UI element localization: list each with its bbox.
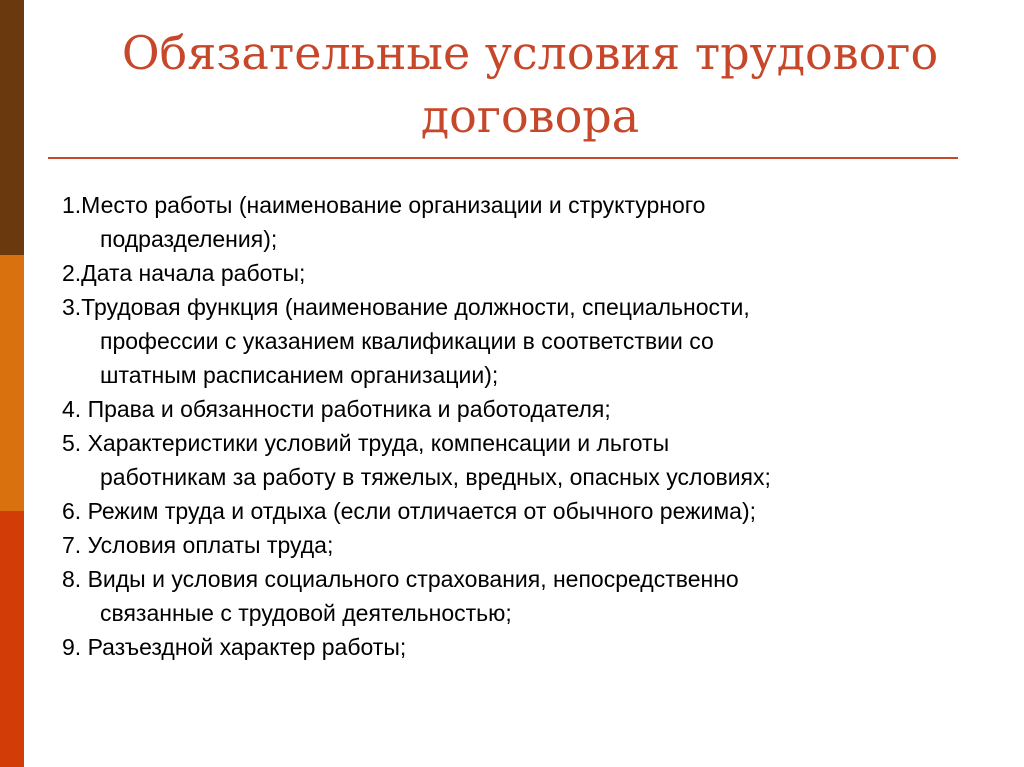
list-item xyxy=(62,630,962,664)
list-item-text: 5. Характеристики условий труда, компенсации и льготы xyxy=(62,430,670,456)
list-item xyxy=(62,188,962,256)
sidebar-stripe-middle xyxy=(0,255,24,511)
sidebar-stripe-bottom xyxy=(0,511,24,767)
list-item-text: 4. Права и обязанности работника и работодателя; xyxy=(62,396,611,422)
list-item-text: 7. Условия оплаты труда; xyxy=(62,532,334,558)
conditions-list xyxy=(62,188,962,664)
list-item-text: 9. Разъездной характер работы; xyxy=(62,634,407,660)
list-item-continuation: подразделения); xyxy=(100,226,278,252)
sidebar-stripe-top xyxy=(0,0,24,255)
list-item xyxy=(62,256,962,290)
list-item xyxy=(62,426,962,494)
list-item-continuation: связанные с трудовой деятельностью; xyxy=(100,600,512,626)
slide-title-line1: Обязательные условия трудового xyxy=(121,26,939,80)
list-item-continuation: профессии с указанием квалификации в соответствии со xyxy=(100,328,714,354)
title-divider xyxy=(48,157,958,159)
slide-title xyxy=(80,22,980,148)
list-item xyxy=(62,528,962,562)
list-item xyxy=(62,494,962,528)
list-item-text: 1.Место работы (наименование организации и структурного xyxy=(62,192,706,218)
list-item-continuation: работникам за работу в тяжелых, вредных, опасных условиях; xyxy=(100,464,771,490)
list-item-text: 3.Трудовая функция (наименование должности, специальности, xyxy=(62,294,750,320)
list-item-continuation: штатным расписанием организации); xyxy=(100,362,499,388)
list-item xyxy=(62,562,962,630)
slide-title-line2: договора xyxy=(420,89,640,143)
list-item-text: 8. Виды и условия социального страхования, непосредственно xyxy=(62,566,739,592)
list-item xyxy=(62,392,962,426)
list-item-text: 2.Дата начала работы; xyxy=(62,260,306,286)
list-item xyxy=(62,290,962,392)
list-item-text: 6. Режим труда и отдыха (если отличается от обычного режима); xyxy=(62,498,757,524)
